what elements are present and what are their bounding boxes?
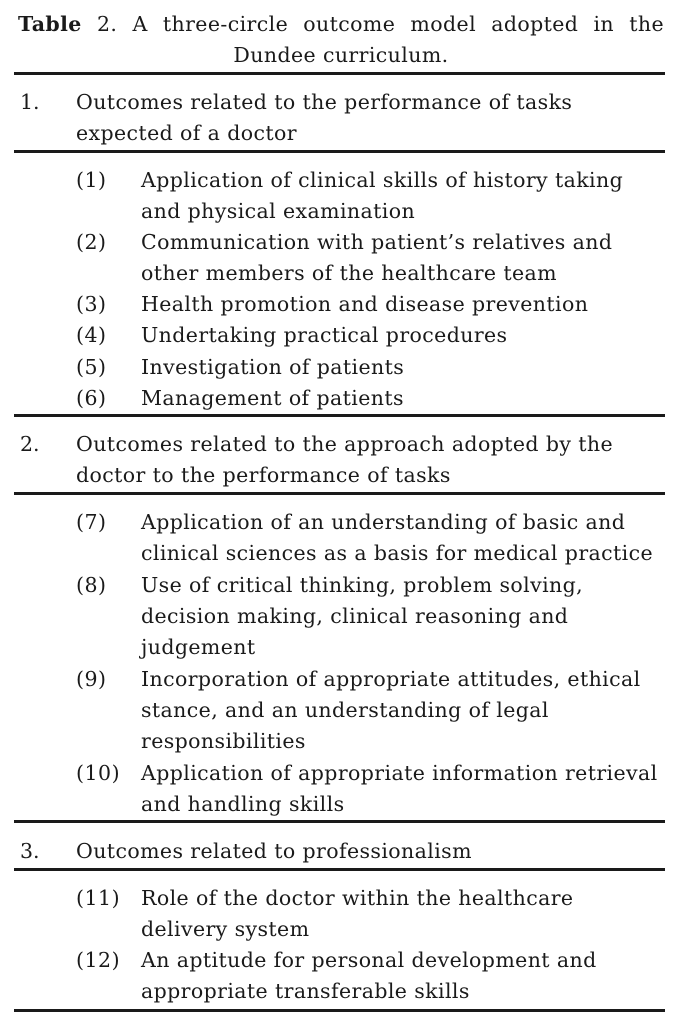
rule-bottom [14,1009,665,1012]
section-number: 3. [20,839,40,863]
rule-section-heading [14,868,665,871]
item-line: and handling skills [141,792,345,816]
item-line: Management of patients [141,386,404,410]
item-line: Application of an understanding of basic and [141,510,626,534]
item-text [141,507,671,569]
rule-section-heading [14,492,665,495]
caption-text: A three-circle outcome model adopted in the Dundee curriculum. [132,12,664,67]
item-line: judgement [141,635,256,659]
rule-section-end [14,414,665,417]
item-number: (2) [76,230,107,254]
item-text [141,165,671,227]
item-text [141,320,671,351]
section-title-line: Outcomes related to the approach adopted by the [76,432,614,456]
section-title-line: Outcomes related to the performance of tasks [76,90,573,114]
item-text [141,664,671,757]
item-text [141,758,671,820]
section-title [76,836,636,867]
item-text [141,289,671,320]
item-number: (7) [76,510,107,534]
item-text [141,352,671,383]
item-number: (1) [76,168,107,192]
item-text [141,227,671,289]
item-number: (4) [76,323,107,347]
item-number: (11) [76,886,121,910]
item-line: Role of the doctor within the healthcare [141,886,574,910]
item-line: other members of the healthcare team [141,261,558,285]
item-number: (5) [76,355,107,379]
item-line: responsibilities [141,729,306,753]
item-number: (9) [76,667,107,691]
item-line: delivery system [141,917,310,941]
item-line: appropriate transferable skills [141,979,470,1003]
rule-top [14,72,665,75]
item-number: (8) [76,573,107,597]
item-line: Investigation of patients [141,355,405,379]
item-line: stance, and an understanding of legal [141,698,549,722]
section-number: 2. [20,432,40,456]
item-line: Health promotion and disease prevention [141,292,589,316]
section-title [76,429,636,491]
item-line: and physical examination [141,199,416,223]
rule-section-heading [14,150,665,153]
item-line: Application of clinical skills of history taking [141,168,624,192]
section-title-line: expected of a doctor [76,121,297,145]
item-line: Communication with patient’s relatives and [141,230,613,254]
item-line: Use of critical thinking, problem solving, [141,573,584,597]
item-number: (10) [76,761,121,785]
item-text [141,570,671,663]
item-line: An aptitude for personal development and [141,948,597,972]
table-caption: Table 2. A three-circle outcome model adopted in the Dundee curriculum. [18,12,664,67]
section-number: 1. [20,90,40,114]
caption-number: 2 [96,12,111,36]
item-text [141,383,671,414]
item-number: (6) [76,386,107,410]
item-number: (12) [76,948,121,972]
item-line: Application of appropriate information retrieval [141,761,658,785]
item-number: (3) [76,292,107,316]
item-line: Incorporation of appropriate attitudes, ethical [141,667,641,691]
section-title [76,87,636,149]
caption-label: Table [18,12,82,36]
item-text [141,883,671,945]
item-text [141,945,671,1007]
section-title-line: doctor to the performance of tasks [76,463,451,487]
item-line: Undertaking practical procedures [141,323,508,347]
item-line: clinical sciences as a basis for medical practice [141,541,654,565]
rule-section-end [14,820,665,823]
section-title-line: Outcomes related to professionalism [76,839,472,863]
item-line: decision making, clinical reasoning and [141,604,569,628]
